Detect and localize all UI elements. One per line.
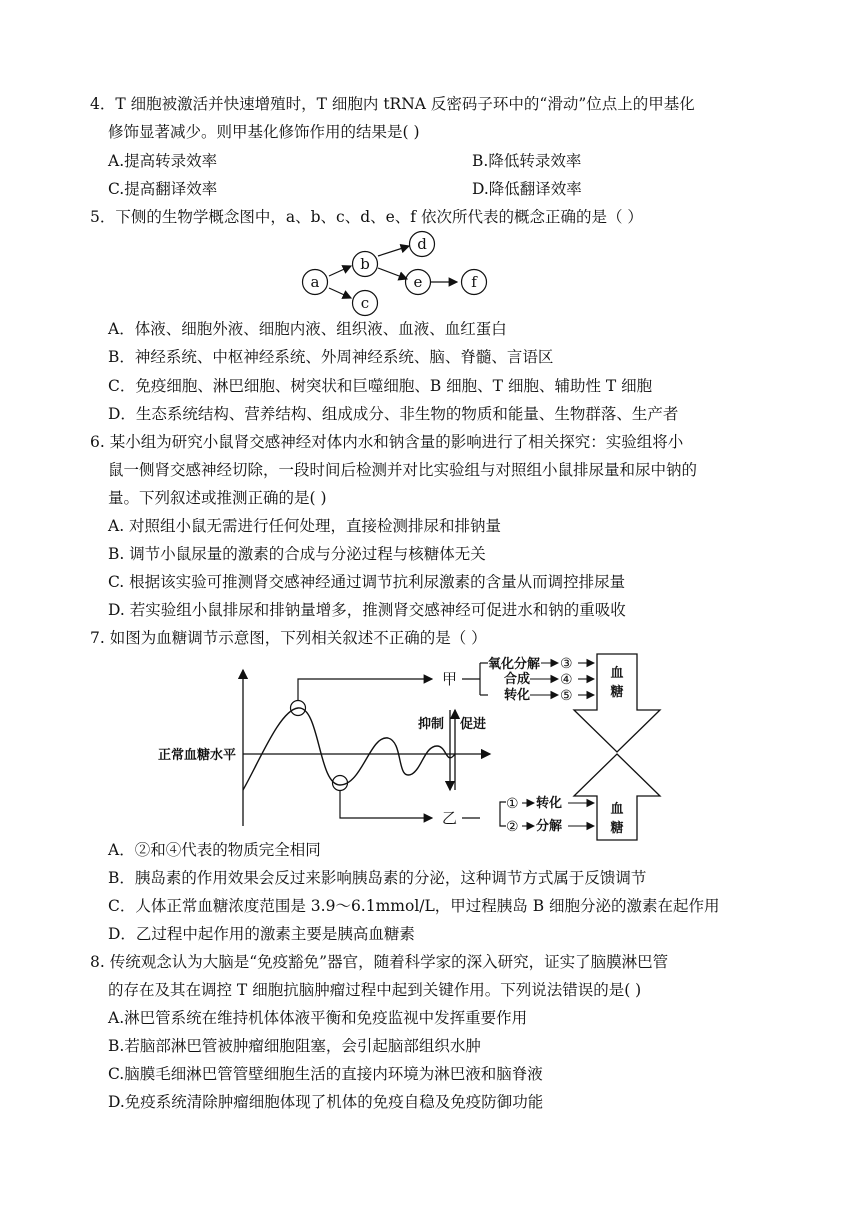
trough-to-yi-line xyxy=(340,791,432,818)
node-d-label: d xyxy=(417,235,427,253)
convert-bottom-label: 转化 xyxy=(536,796,563,811)
node-b-label: b xyxy=(360,255,370,273)
q7-option-d[interactable]: D．乙过程中起作用的激素主要是胰高血糖素 xyxy=(108,925,415,943)
num-4: ④ xyxy=(560,672,573,688)
concept-map-edges xyxy=(329,246,457,298)
q6-option-b[interactable]: B. 调节小鼠尿量的激素的合成与分泌过程与核糖体无关 xyxy=(108,545,486,563)
q7-option-c[interactable]: C．人体正常血糖浓度范围是 3.9～6.1mmol/L，甲过程胰岛 B 细胞分泌的激素在起作用 xyxy=(108,897,720,915)
node-a-label: a xyxy=(310,273,320,291)
normal-level-label: 正常血糖水平 xyxy=(158,748,237,763)
down-arrow-tang: 糖 xyxy=(610,685,624,700)
yi-label: 乙 xyxy=(442,809,458,827)
q4-option-a[interactable]: A.提高转录效率 xyxy=(108,152,218,170)
blood-glucose-regulation-diagram xyxy=(150,650,670,842)
q7-option-b[interactable]: B．胰岛素的作用效果会反过来影响胰岛素的分泌，这种调节方式属于反馈调节 xyxy=(108,869,647,887)
q8-option-d[interactable]: D.免疫系统清除肿瘤细胞体现了机体的免疫自稳及免疫防御功能 xyxy=(108,1093,544,1111)
q7-option-a[interactable]: A．②和④代表的物质完全相同 xyxy=(108,841,321,859)
q6-option-a[interactable]: A. 对照组小鼠无需进行任何处理，直接检测排尿和排钠量 xyxy=(108,517,502,535)
q6-stem-line3: 量。下列叙述或推测正确的是( ) xyxy=(108,489,327,507)
promote-label: 促进 xyxy=(460,717,487,732)
decompose-label: 分解 xyxy=(536,819,563,834)
q5-option-a[interactable]: A．体液、细胞外液、细胞内液、组织液、血液、血红蛋白 xyxy=(108,320,507,338)
up-arrow-xue: 血 xyxy=(610,802,624,817)
num-5: ⑤ xyxy=(560,688,573,704)
q8-option-a[interactable]: A.淋巴管系统在维持机体体液平衡和免疫监视中发挥重要作用 xyxy=(108,1009,528,1027)
q8-stem-line1: 8. 传统观念认为大脑是“免疫豁免”器官，随着科学家的深入研究，证实了脑膜淋巴管 xyxy=(90,953,669,971)
synth-label: 合成 xyxy=(504,672,531,687)
num-1: ① xyxy=(506,796,519,812)
q5-option-d[interactable]: D．生态系统结构、营养结构、组成成分、非生物的物质和能量、生物群落、生产者 xyxy=(108,405,679,423)
concept-map-diagram xyxy=(295,228,495,320)
oxidize-label: 氧化分解 xyxy=(488,657,541,672)
num-2: ② xyxy=(506,819,519,835)
jia-label: 甲 xyxy=(442,670,458,688)
q8-stem-line2: 的存在及其在调控 T 细胞抗脑肿瘤过程中起到关键作用。下列说法错误的是( ) xyxy=(108,981,642,999)
q4-stem-line2: 修饰显著减少。则甲基化修饰作用的结果是( ) xyxy=(108,123,420,141)
node-f-label: f xyxy=(471,273,477,291)
q4-stem-line1: 4．T 细胞被激活并快速增殖时，T 细胞内 tRNA 反密码子环中的“滑动”位点上的甲基化 xyxy=(90,95,695,113)
convert-top-label: 转化 xyxy=(504,688,531,703)
q8-option-b[interactable]: B.若脑部淋巴管被肿瘤细胞阻塞，会引起脑部组织水肿 xyxy=(108,1037,481,1055)
node-e-label: e xyxy=(413,273,423,291)
q5-option-c[interactable]: C．免疫细胞、淋巴细胞、树突状和巨噬细胞、B 细胞、T 细胞、辅助性 T 细胞 xyxy=(108,377,653,395)
q6-stem-line1: 6. 某小组为研究小鼠肾交感神经对体内水和钠含量的影响进行了相关探究：实验组将小 xyxy=(90,433,684,451)
q4-option-c[interactable]: C.提高翻译效率 xyxy=(108,180,218,198)
q5-option-b[interactable]: B．神经系统、中枢神经系统、外周神经系统、脑、脊髓、言语区 xyxy=(108,348,554,366)
q8-option-c[interactable]: C.脑膜毛细淋巴管管壁细胞生活的直接内环境为淋巴液和脑脊液 xyxy=(108,1065,543,1083)
q4-option-b[interactable]: B.降低转录效率 xyxy=(472,152,582,170)
q5-stem: 5．下侧的生物学概念图中，a、b、c、d、e、f 依次所代表的概念正确的是（ ） xyxy=(90,208,643,226)
down-arrow-xue: 血 xyxy=(610,666,624,681)
q4-option-d[interactable]: D.降低翻译效率 xyxy=(472,180,582,198)
q6-option-c[interactable]: C. 根据该实验可推测肾交感神经通过调节抗利尿激素的含量从而调控排尿量 xyxy=(108,573,626,591)
node-c-label: c xyxy=(360,294,370,312)
up-arrow-tang: 糖 xyxy=(610,821,624,836)
q7-stem: 7. 如图为血糖调节示意图，下列相关叙述不正确的是（ ） xyxy=(90,629,487,647)
peak-to-jia-line xyxy=(298,679,432,700)
q6-option-d[interactable]: D. 若实验组小鼠排尿和排钠量增多，推测肾交感神经可促进水和钠的重吸收 xyxy=(108,601,626,619)
q6-stem-line2: 鼠一侧肾交感神经切除，一段时间后检测并对比实验组与对照组小鼠排尿量和尿中钠的 xyxy=(108,461,698,479)
inhibit-label: 抑制 xyxy=(418,717,445,732)
num-3: ③ xyxy=(560,656,573,672)
